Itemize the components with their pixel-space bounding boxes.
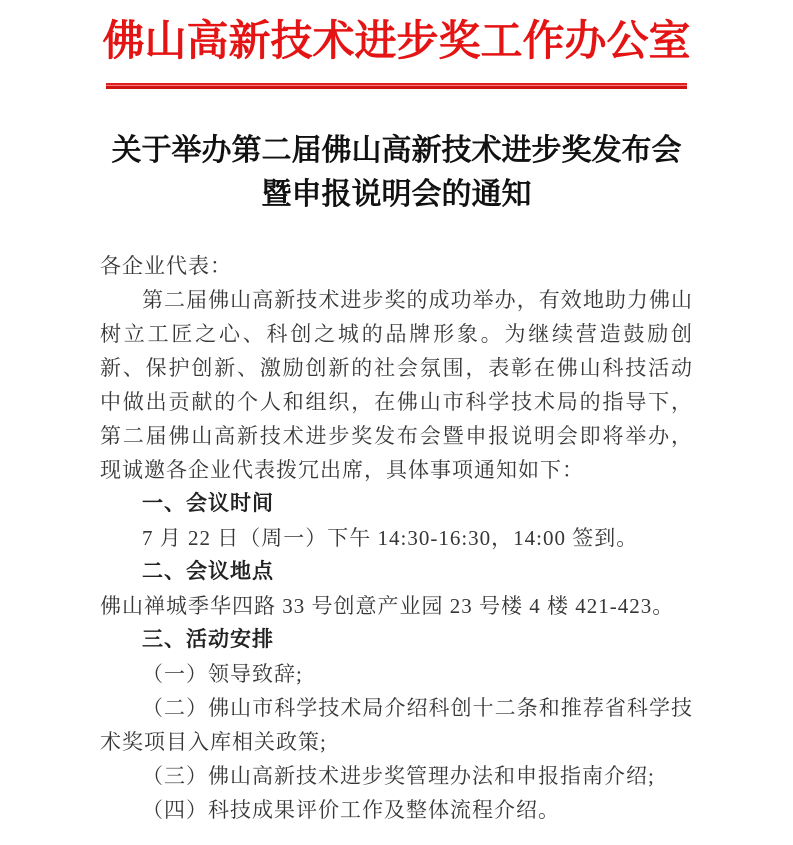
agenda-item-2: （二）佛山市科学技术局介绍科创十二条和推荐省科学技术奖项目入库相关政策;	[100, 696, 693, 754]
letterhead	[100, 14, 693, 89]
salutation: 各企业代表：	[100, 254, 232, 278]
document-title-line-2: 暨申报说明会的通知	[261, 178, 532, 211]
section-heading-meeting-place: 二、会议地点	[142, 560, 274, 583]
document-body	[100, 249, 693, 827]
meeting-place-text: 佛山禅城季华四路 33 号创意产业园 23 号楼 4 楼 421-423。	[100, 594, 675, 618]
intro-paragraph: 第二届佛山高新技术进步奖的成功举办，有效地助力佛山树立工匠之心、科创之城的品牌形象。为继续营造鼓励创新、保护创新、激励创新的社会氛围，表彰在佛山科技活动中做出贡献的个人和组织，在佛山市科学技术局的指导下，第二届佛山高新技术进步奖发布会暨申报说明会即将举办，现诚邀各企业代表拨冗出席，具体事项通知如下：	[100, 288, 693, 482]
section-heading-meeting-time: 一、会议时间	[142, 492, 274, 515]
agenda-item-3: （三）佛山高新技术进步奖管理办法和申报指南介绍;	[142, 764, 655, 788]
document-title	[100, 129, 693, 217]
document-content	[100, 0, 693, 827]
document-title-line-1: 关于举办第二届佛山高新技术进步奖发布会	[111, 134, 682, 167]
agenda-item-1: （一）领导致辞;	[142, 662, 303, 686]
letterhead-rule	[106, 83, 687, 89]
agenda-item-4: （四）科技成果评价工作及整体流程介绍。	[142, 798, 560, 822]
letterhead-office-name: 佛山高新技术进步奖工作办公室	[102, 19, 691, 65]
section-heading-agenda: 三、活动安排	[142, 628, 274, 651]
meeting-time-text: 7 月 22 日（周一）下午 14:30-16:30，14:00 签到。	[142, 526, 639, 550]
